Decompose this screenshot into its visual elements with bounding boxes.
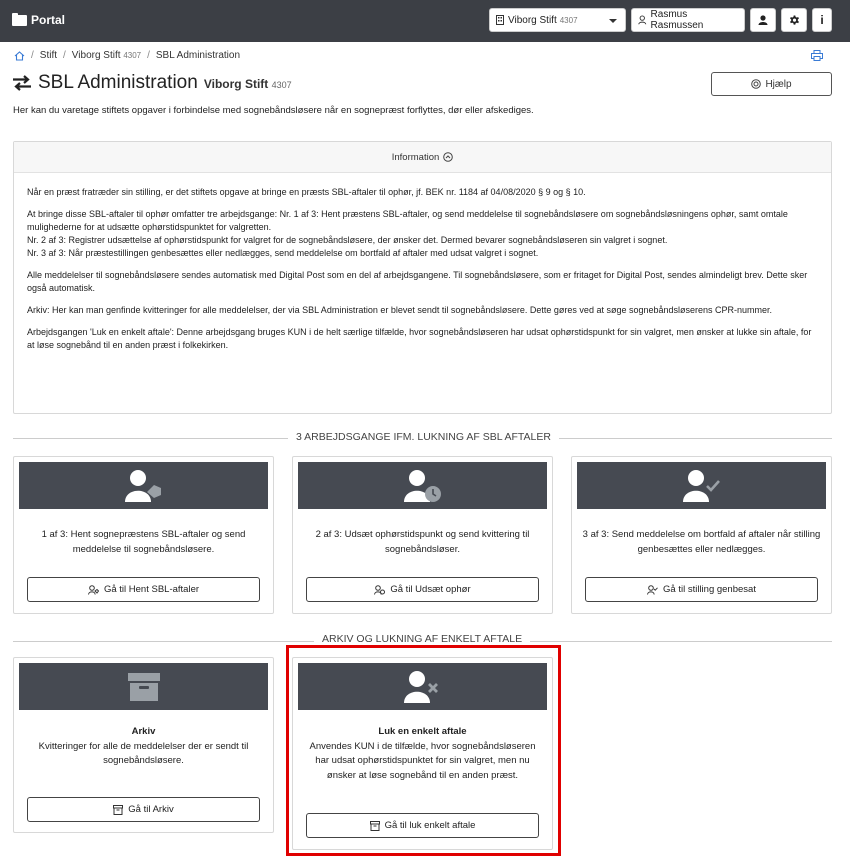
page-title: SBL Administration [38,72,198,93]
archive-title: Arkiv [131,726,156,737]
go-genbesat-button[interactable] [585,577,818,602]
info-button[interactable] [812,8,832,32]
user-clock-outline-icon [374,585,385,595]
user-name: Rasmus Rasmussen [650,9,704,31]
information-toggle[interactable] [14,142,831,173]
home-icon[interactable] [14,51,25,61]
info-paragraph: Arkiv: Her kan man genfinde kvitteringer for alle meddelelser, der via SBL Administration er blevet sendt til sognebåndsløsere. Dette gøres ved at søge sognebåndsløserens CPR-nummer. [27,305,773,316]
brand-link[interactable] [12,13,65,27]
information-body [14,173,831,374]
stift-select[interactable] [489,8,626,32]
breadcrumb-stift[interactable]: Stift [39,50,58,61]
info-paragraph: Nr. 2 af 3: Registrer udsættelse af ophørstidspunkt for valgret for de sognebåndsløsere, der ønsker det. Dermed bevarer sognebåndsløseren sin valgret i sognet. [27,235,668,246]
go-hent-label: Gå til Hent SBL-aftaler [103,584,200,595]
stift-select-label: Viborg Stift [508,14,557,26]
life-ring-icon [751,79,761,89]
gear-icon [789,15,800,26]
page-subtitle-label: Viborg Stift [203,77,269,91]
profile-button[interactable] [750,8,776,32]
page-subtitle-code: 4307 [271,80,292,90]
building-icon [496,15,504,25]
breadcrumb [14,50,240,61]
card-icon-area [19,663,268,710]
print-icon[interactable] [811,50,823,61]
archive-outline-icon [113,805,123,815]
chevron-up-circle-icon [443,152,453,162]
info-icon: i [820,13,824,27]
breadcrumb-separator: / [31,50,34,61]
user-clock-icon [402,468,442,504]
information-header: Information [391,151,440,163]
page-subtitle [204,77,292,91]
card-description: 2 af 3: Udsæt ophørstidspunkt og send kvittering til sognebåndsløser. [315,529,530,555]
section-heading: ARKIV OG LUKNING AF ENKELT AFTALE [314,633,530,645]
card-description [22,725,265,769]
breadcrumb-current: SBL Administration [155,50,241,61]
info-paragraph: Alle meddelelser til sognebåndsløsere sendes automatisk med Digital Post som en del af arbejdsgangene. Til sognebåndsløsere, som er fritaget for Digital Post, sendes almindeligt brev. Dette sker også automatisk. [27,270,808,294]
help-label: Hjælp [765,78,792,90]
intro-text: Her kan du varetage stiftets opgaver i forbindelse med sognebåndsløsere når en sognepræst forflyttes, dør eller afskediges. [13,105,534,116]
go-luk-label: Gå til luk enkelt aftale [384,820,476,831]
card-icon-area [577,462,826,509]
section-heading: 3 ARBEJDSGANGE IFM. LUKNING AF SBL AFTALER [288,431,559,443]
information-panel [13,141,832,414]
breadcrumb-viborg[interactable] [72,50,141,61]
card-icon-area [19,462,268,509]
close-single-title: Luk en enkelt aftale [378,726,467,737]
card-description: 1 af 3: Hent sognepræstens SBL-aftaler og send meddelelse til sognebåndsløsere. [41,529,246,555]
go-arkiv-label: Gå til Arkiv [128,804,174,815]
exchange-icon [12,75,32,91]
workflow-card-genbesat [571,456,832,614]
go-udsaet-label: Gå til Udsæt ophør [390,584,471,595]
close-single-text: Anvendes KUN i de tilfælde, hvor sognebåndsløseren har udsat ophørstidspunktet for sin valgret, men nu ønsker at løse sognebånd til en anden præst. [309,740,536,782]
highlight-box [286,645,561,856]
archive-text: Kvitteringer for alle de meddelelser der er sendt til sognebåndsløsere. [38,740,249,767]
go-arkiv-button[interactable] [27,797,260,822]
info-paragraph: Arbejdsgangen 'Luk en enkelt aftale': Denne arbejdsgang bruges KUN i de helt særlige tilfælde, hvor sognebåndsløseren har udsat ophørstidspunkt for sin valgret, men ønsker at lukke sin aftale, for at løse sognebånd til en anden præst i folkekirken. [27,327,812,351]
breadcrumb-code: 4307 [123,51,142,60]
settings-button[interactable] [781,8,807,32]
archive-card [13,657,274,833]
breadcrumb-separator: / [63,50,66,61]
chevron-down-icon [609,19,617,23]
user-check-icon [681,468,721,504]
breadcrumb-separator: / [147,50,150,61]
user-check-outline-icon [647,585,658,595]
info-paragraph: Nr. 3 af 3: Når præstestillingen genbesættes eller nedlægges, send meddelelse om bortfald af aftaler med udsat valgret i sognet. [27,248,539,259]
card-icon-area [298,462,547,509]
user-tag-outline-icon [88,585,99,595]
info-paragraph: At bringe disse SBL-aftaler til ophør omfatter tre arbejdsgange: Nr. 1 af 3: Hent præstens SBL-aftaler, og send meddelelse til sognebåndsløsere om sognebåndsløsningens ophør, samt omtale mulighederne for at udsætte ophørstidspunktet for valgretten. [27,209,788,233]
info-paragraph: Når en præst fratræder sin stilling, er det stiftets opgave at bringe en præsts SBL-aftaler til ophør, jf. BEK nr. 1184 af 04/08/2020 § 9 og § 10. [27,187,586,197]
top-navbar [0,0,850,42]
help-button[interactable] [711,72,832,96]
workflow-card-udsaet [292,456,553,614]
stift-select-code: 4307 [559,15,578,25]
card-description: 3 af 3: Send meddelelse om bortfald af aftaler når stilling genbesættes eller nedlægges. [582,529,821,555]
archive-icon [127,672,161,702]
user-tag-icon [123,468,163,504]
user-menu-button[interactable] [631,8,745,32]
page-heading [12,72,292,94]
user-icon [638,15,647,25]
go-udsaet-button[interactable] [306,577,539,602]
folder-icon [12,15,27,26]
workflow-card-hent [13,456,274,614]
go-genbesat-label: Gå til stilling genbesat [663,584,756,595]
user-solid-icon [758,15,768,25]
go-hent-button[interactable] [27,577,260,602]
breadcrumb-viborg-label: Viborg Stift [71,50,121,61]
brand-label: Portal [31,13,66,27]
